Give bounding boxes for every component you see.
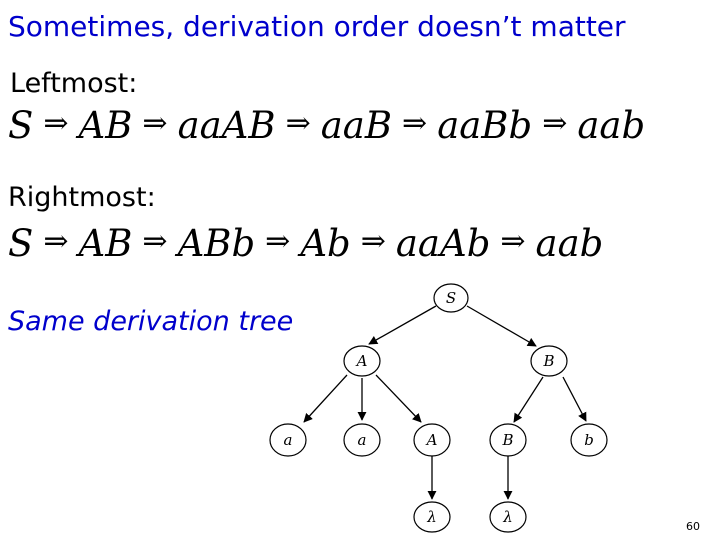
node-label: λ	[427, 508, 437, 526]
tree-node-leaf-a2	[344, 424, 380, 456]
rightmost-label: Rightmost:	[8, 182, 156, 213]
node-label: a	[283, 431, 293, 449]
derives-arrow-icon: ⇒	[43, 106, 69, 141]
tree-node-b	[531, 346, 567, 376]
node-label: S	[445, 289, 457, 307]
node-label: b	[584, 431, 594, 449]
edge-b-leaf-b	[563, 377, 586, 421]
tree-label: Same derivation tree	[8, 306, 294, 337]
derivation-step: aab	[577, 104, 646, 147]
edge-s-b	[467, 306, 536, 346]
node-label: a	[357, 431, 367, 449]
tree-edges	[304, 306, 586, 499]
derives-arrow-icon: ⇒	[265, 224, 291, 259]
derivation-step: S	[8, 104, 34, 147]
derives-arrow-icon: ⇒	[500, 224, 526, 259]
derivation-step: AB	[78, 104, 133, 147]
derives-arrow-icon: ⇒	[360, 224, 386, 259]
tree-node-lambda-1	[414, 502, 450, 532]
derivation-step: aab	[535, 222, 604, 265]
node-label: B	[502, 431, 514, 449]
tree-node-root	[434, 284, 468, 312]
tree-node-leaf-b	[571, 424, 607, 456]
tree-node-leaf-a1	[270, 424, 306, 456]
node-label: A	[356, 352, 368, 370]
tree-node-lambda-2	[490, 502, 526, 532]
derivation-step: ABb	[177, 222, 256, 265]
derives-arrow-icon: ⇒	[542, 106, 568, 141]
node-label: B	[543, 352, 555, 370]
edge-b-leaf-B	[514, 377, 543, 422]
tree-node-leaf-A	[414, 424, 450, 456]
derives-arrow-icon: ⇒	[142, 106, 168, 141]
derivation-step: aaAb	[395, 222, 491, 265]
node-label: A	[426, 431, 438, 449]
edge-a-leaf-A	[376, 375, 421, 422]
tree-node-leaf-B	[490, 424, 526, 456]
derives-arrow-icon: ⇒	[285, 106, 311, 141]
edge-s-a	[369, 306, 436, 344]
derivation-step: aaBb	[437, 104, 533, 147]
derives-arrow-icon: ⇒	[142, 224, 168, 259]
slide-title: Sometimes, derivation order doesn’t matter	[8, 10, 626, 43]
derivation-step: aaB	[320, 104, 393, 147]
derives-arrow-icon: ⇒	[43, 224, 69, 259]
tree-node-a	[344, 346, 380, 376]
page-number: 60	[686, 520, 700, 533]
derivation-step: S	[8, 222, 34, 265]
leftmost-label: Leftmost:	[10, 68, 138, 99]
derivation-step: AB	[78, 222, 133, 265]
derivation-step: Ab	[300, 222, 351, 265]
node-label: λ	[503, 508, 513, 526]
edge-a-leaf-a1	[304, 375, 347, 422]
derivation-step: aaAB	[177, 104, 276, 147]
derives-arrow-icon: ⇒	[402, 106, 428, 141]
